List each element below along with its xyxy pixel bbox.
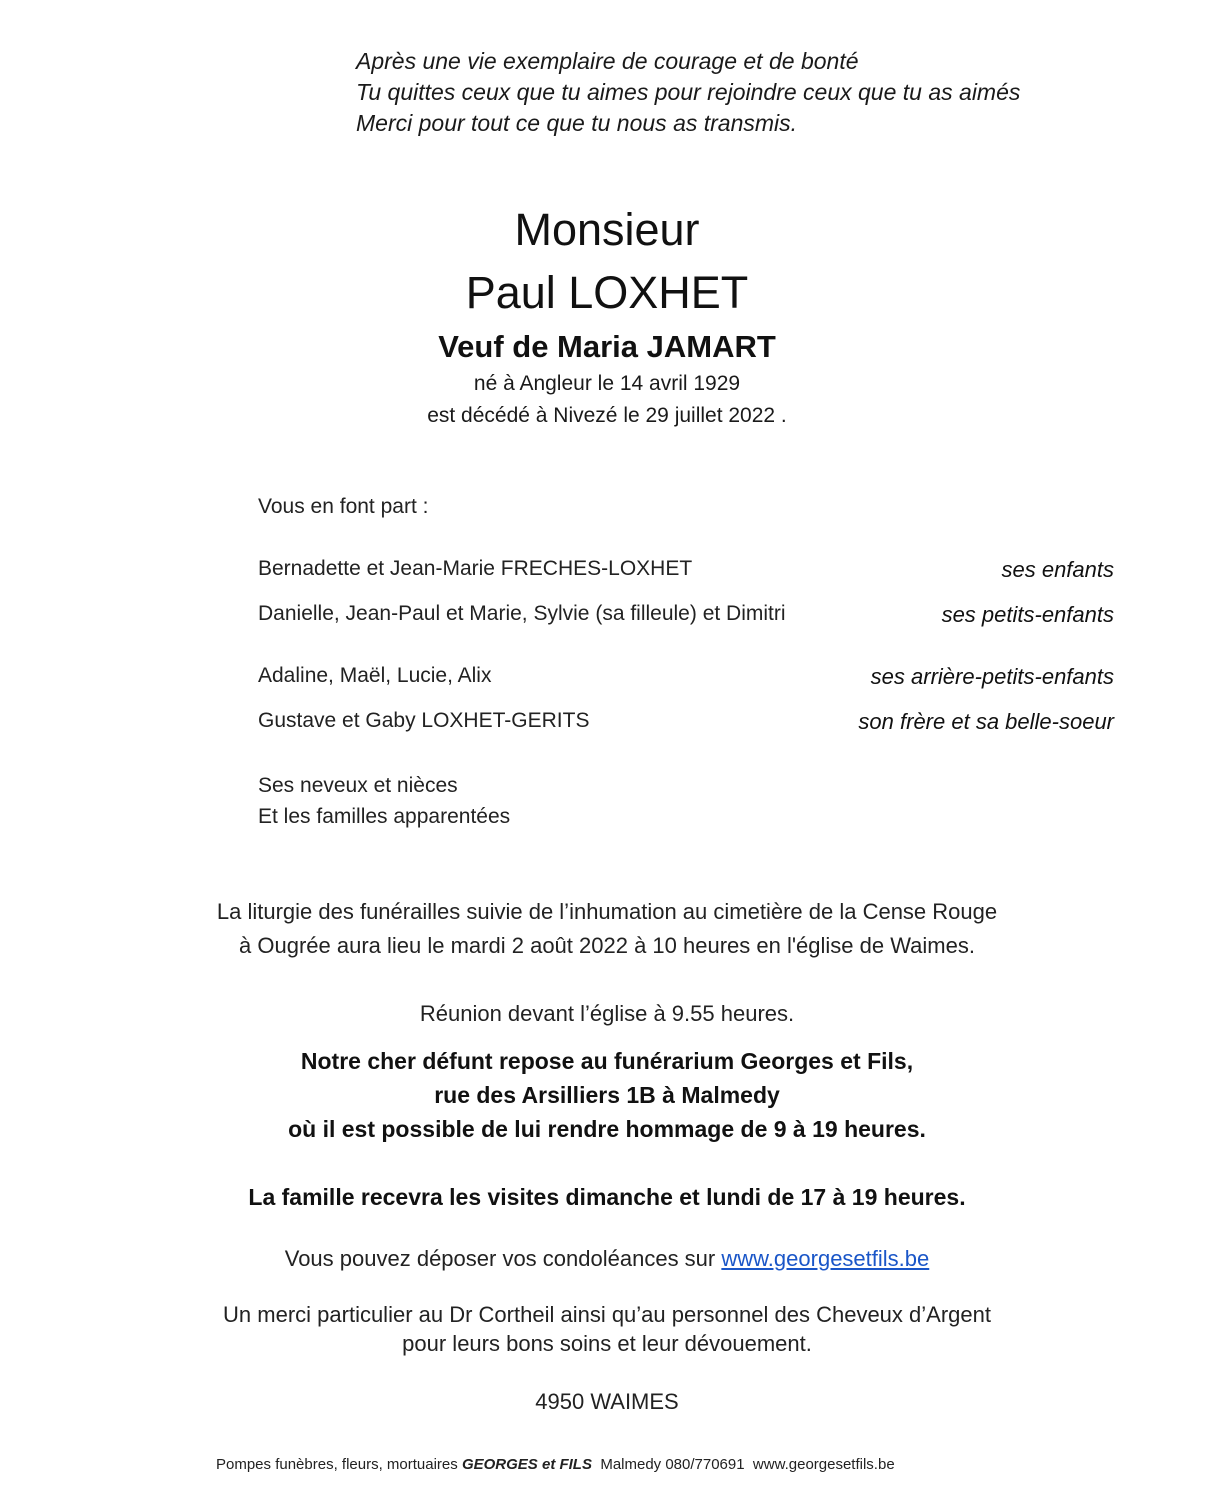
footer-prefix: Pompes funèbres, fleurs, mortuaires — [216, 1456, 462, 1473]
birth-line: né à Angleur le 14 avril 1929 — [473, 372, 741, 395]
thanks-line: pour leurs bons soins et leur dévouement. — [402, 1331, 812, 1356]
poem — [356, 46, 1020, 139]
family-relation: ses petits-enfants — [941, 602, 1114, 627]
family-relation: son frère et sa belle-soeur — [858, 709, 1114, 734]
family-others — [258, 770, 510, 832]
thanks-line: Un merci particulier au Dr Cortheil ainsi qu’au personnel des Cheveux d’Argent — [223, 1302, 991, 1327]
family-row — [258, 602, 1114, 628]
family-names: Adaline, Maël, Lucie, Alix — [258, 664, 492, 687]
condolences-link[interactable]: www.georgesetfils.be — [721, 1246, 930, 1271]
family-row — [258, 709, 1114, 735]
liturgy-line: à Ougrée aura lieu le mardi 2 août 2022 à 10 heures en l'église de Waimes. — [239, 933, 975, 958]
meeting-line: Réunion devant l’église à 9.55 heures. — [419, 1001, 795, 1026]
family-row — [258, 557, 1114, 583]
rest-line: Notre cher défunt repose au funérarium Georges et Fils, — [300, 1048, 914, 1074]
family-intro: Vous en font part : — [258, 495, 429, 518]
poem-line: Merci pour tout ce que tu nous as transmis. — [356, 110, 798, 136]
death-line: est décédé à Nivezé le 29 juillet 2022 . — [427, 404, 787, 427]
liturgy-line: La liturgie des funérailles suivie de l’inhumation au cimetière de la Cense Rouge — [216, 899, 998, 924]
visits-line: La famille recevra les visites dimanche et lundi de 17 à 19 heures. — [248, 1184, 966, 1210]
condolences-text: Vous pouvez déposer vos condoléances sur — [284, 1246, 722, 1271]
footer-brand: GEORGES et FILS — [461, 1456, 592, 1473]
footer — [216, 1456, 895, 1473]
spouse-line: Veuf de Maria JAMART — [438, 329, 776, 364]
family-other-line: Ses neveux et nièces — [258, 774, 458, 797]
family-relation: ses arrière-petits-enfants — [870, 664, 1114, 689]
rest-line: rue des Arsilliers 1B à Malmedy — [434, 1082, 780, 1108]
deceased-name: Paul LOXHET — [465, 267, 749, 318]
family-names: Bernadette et Jean-Marie FRECHES-LOXHET — [258, 557, 693, 580]
condolences-line — [0, 1242, 1214, 1276]
family-other-line: Et les familles apparentées — [258, 805, 511, 828]
footer-suffix: Malmedy 080/770691 www.georgesetfils.be — [591, 1456, 895, 1473]
address-line: 4950 WAIMES — [535, 1389, 679, 1414]
poem-line: Tu quittes ceux que tu aimes pour rejoindre ceux que tu as aimés — [356, 79, 1021, 105]
family-relation: ses enfants — [1001, 557, 1114, 582]
family-names: Gustave et Gaby LOXHET-GERITS — [258, 709, 590, 732]
poem-line: Après une vie exemplaire de courage et de bonté — [356, 48, 859, 74]
honorific: Monsieur — [514, 204, 700, 255]
family-row — [258, 664, 1114, 690]
rest-line: où il est possible de lui rendre hommage de 9 à 19 heures. — [288, 1116, 926, 1142]
family-names: Danielle, Jean-Paul et Marie, Sylvie (sa filleule) et Dimitri — [258, 602, 786, 625]
